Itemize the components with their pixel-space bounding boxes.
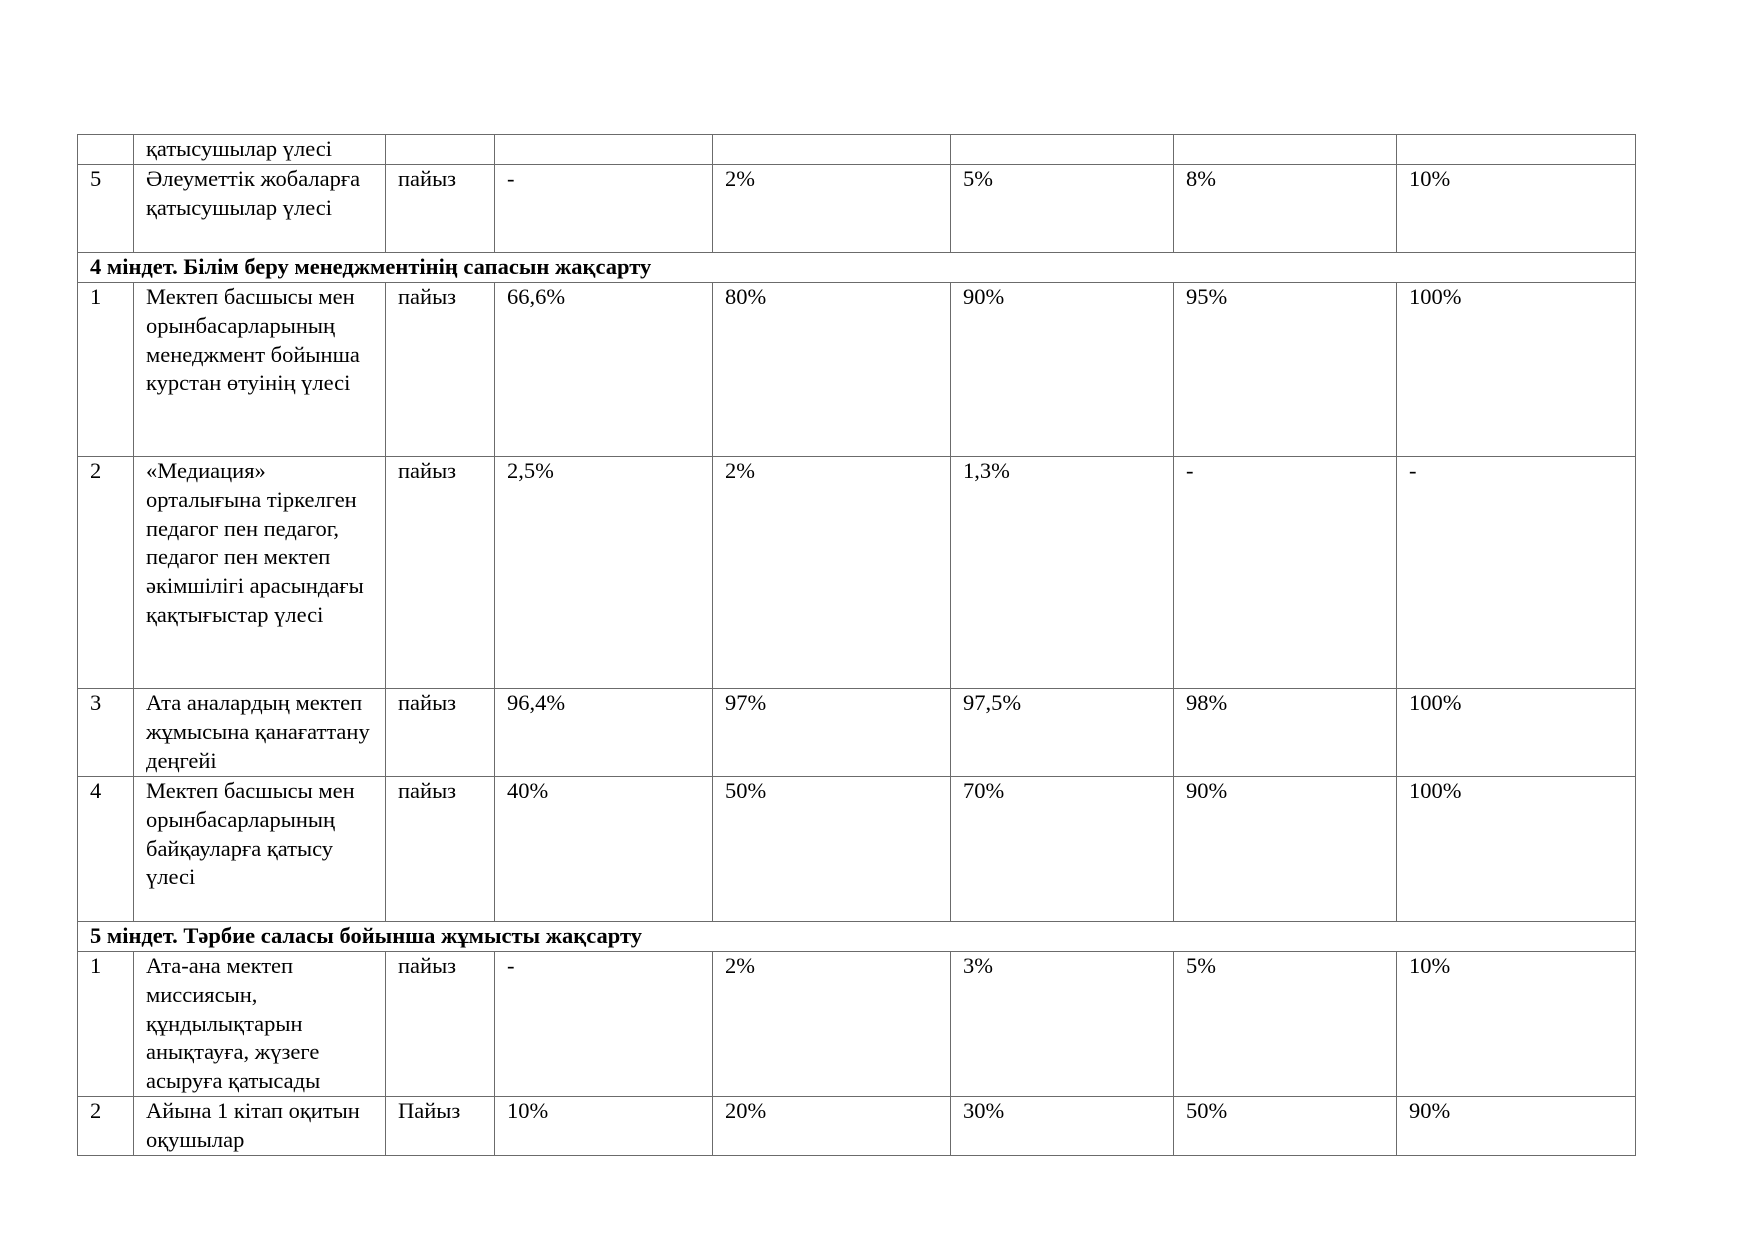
value-col-1-cell: 40% — [495, 777, 713, 922]
table-row — [78, 283, 1636, 457]
value-col-2-cell — [713, 135, 951, 165]
unit-cell: пайыз — [386, 457, 495, 689]
value-col-4-cell — [1174, 135, 1397, 165]
value-col-1-cell: 66,6% — [495, 283, 713, 457]
row-number-cell: 1 — [78, 283, 134, 457]
indicator-name-cell: Ата-ана мектеп миссиясын, құндылықтарын анықтауға, жүзеге асыруға қатысады — [134, 952, 386, 1097]
value-col-5-cell: 100% — [1397, 689, 1636, 777]
value-col-1-cell: 2,5% — [495, 457, 713, 689]
indicator-name-cell: «Медиация» орталығына тіркелген педагог пен педагог, педагог пен мектеп әкімшілігі арасындағы қақтығыстар үлесі — [134, 457, 386, 689]
value-col-1-cell: 96,4% — [495, 689, 713, 777]
indicator-name-cell: Әлеуметтік жобаларға қатысушылар үлесі — [134, 165, 386, 253]
unit-cell: пайыз — [386, 689, 495, 777]
value-col-1-cell: - — [495, 952, 713, 1097]
table-row — [78, 165, 1636, 253]
table-row — [78, 777, 1636, 922]
indicator-name-cell: Айына 1 кітап оқитын оқушылар — [134, 1097, 386, 1156]
value-col-5-cell: 10% — [1397, 952, 1636, 1097]
row-number-cell: 4 — [78, 777, 134, 922]
table-row — [78, 457, 1636, 689]
value-col-2-cell: 20% — [713, 1097, 951, 1156]
value-col-5-cell: - — [1397, 457, 1636, 689]
value-col-4-cell: 5% — [1174, 952, 1397, 1097]
indicator-name-cell: қатысушылар үлесі — [134, 135, 386, 165]
value-col-4-cell: 95% — [1174, 283, 1397, 457]
value-col-3-cell: 1,3% — [951, 457, 1174, 689]
value-col-4-cell: 90% — [1174, 777, 1397, 922]
value-col-3-cell: 3% — [951, 952, 1174, 1097]
value-col-3-cell: 5% — [951, 165, 1174, 253]
unit-cell: пайыз — [386, 777, 495, 922]
table-row — [78, 135, 1636, 165]
value-col-5-cell: 100% — [1397, 777, 1636, 922]
value-col-1-cell: - — [495, 165, 713, 253]
value-col-5-cell: 100% — [1397, 283, 1636, 457]
unit-cell: пайыз — [386, 952, 495, 1097]
value-col-1-cell — [495, 135, 713, 165]
unit-cell: пайыз — [386, 165, 495, 253]
value-col-3-cell: 30% — [951, 1097, 1174, 1156]
row-number-cell: 3 — [78, 689, 134, 777]
table-row — [78, 952, 1636, 1097]
value-col-4-cell: - — [1174, 457, 1397, 689]
value-col-2-cell: 97% — [713, 689, 951, 777]
row-number-cell: 1 — [78, 952, 134, 1097]
value-col-5-cell — [1397, 135, 1636, 165]
row-number-cell: 5 — [78, 165, 134, 253]
value-col-2-cell: 2% — [713, 457, 951, 689]
value-col-2-cell: 2% — [713, 952, 951, 1097]
value-col-3-cell — [951, 135, 1174, 165]
value-col-4-cell: 8% — [1174, 165, 1397, 253]
indicator-name-cell: Мектеп басшысы мен орынбасарларының байқауларға қатысу үлесі — [134, 777, 386, 922]
unit-cell: Пайыз — [386, 1097, 495, 1156]
indicators-table — [77, 134, 1636, 1156]
unit-cell — [386, 135, 495, 165]
section-row — [78, 253, 1636, 283]
row-number-cell — [78, 135, 134, 165]
value-col-2-cell: 80% — [713, 283, 951, 457]
value-col-5-cell: 10% — [1397, 165, 1636, 253]
table-row — [78, 689, 1636, 777]
table-body — [78, 135, 1636, 1156]
value-col-5-cell: 90% — [1397, 1097, 1636, 1156]
value-col-2-cell: 50% — [713, 777, 951, 922]
value-col-1-cell: 10% — [495, 1097, 713, 1156]
value-col-3-cell: 70% — [951, 777, 1174, 922]
value-col-4-cell: 50% — [1174, 1097, 1397, 1156]
unit-cell: пайыз — [386, 283, 495, 457]
value-col-3-cell: 90% — [951, 283, 1174, 457]
indicator-name-cell: Мектеп басшысы мен орынбасарларының менеджмент бойынша курстан өтуінің үлесі — [134, 283, 386, 457]
section-title: 5 міндет. Тәрбие саласы бойынша жұмысты жақсарту — [78, 922, 1636, 952]
row-number-cell: 2 — [78, 457, 134, 689]
row-number-cell: 2 — [78, 1097, 134, 1156]
indicator-name-cell: Ата аналардың мектеп жұмысына қанағаттану деңгейі — [134, 689, 386, 777]
table-row — [78, 1097, 1636, 1156]
section-title: 4 міндет. Білім беру менеджментінің сапасын жақсарту — [78, 253, 1636, 283]
value-col-4-cell: 98% — [1174, 689, 1397, 777]
section-row — [78, 922, 1636, 952]
value-col-3-cell: 97,5% — [951, 689, 1174, 777]
value-col-2-cell: 2% — [713, 165, 951, 253]
